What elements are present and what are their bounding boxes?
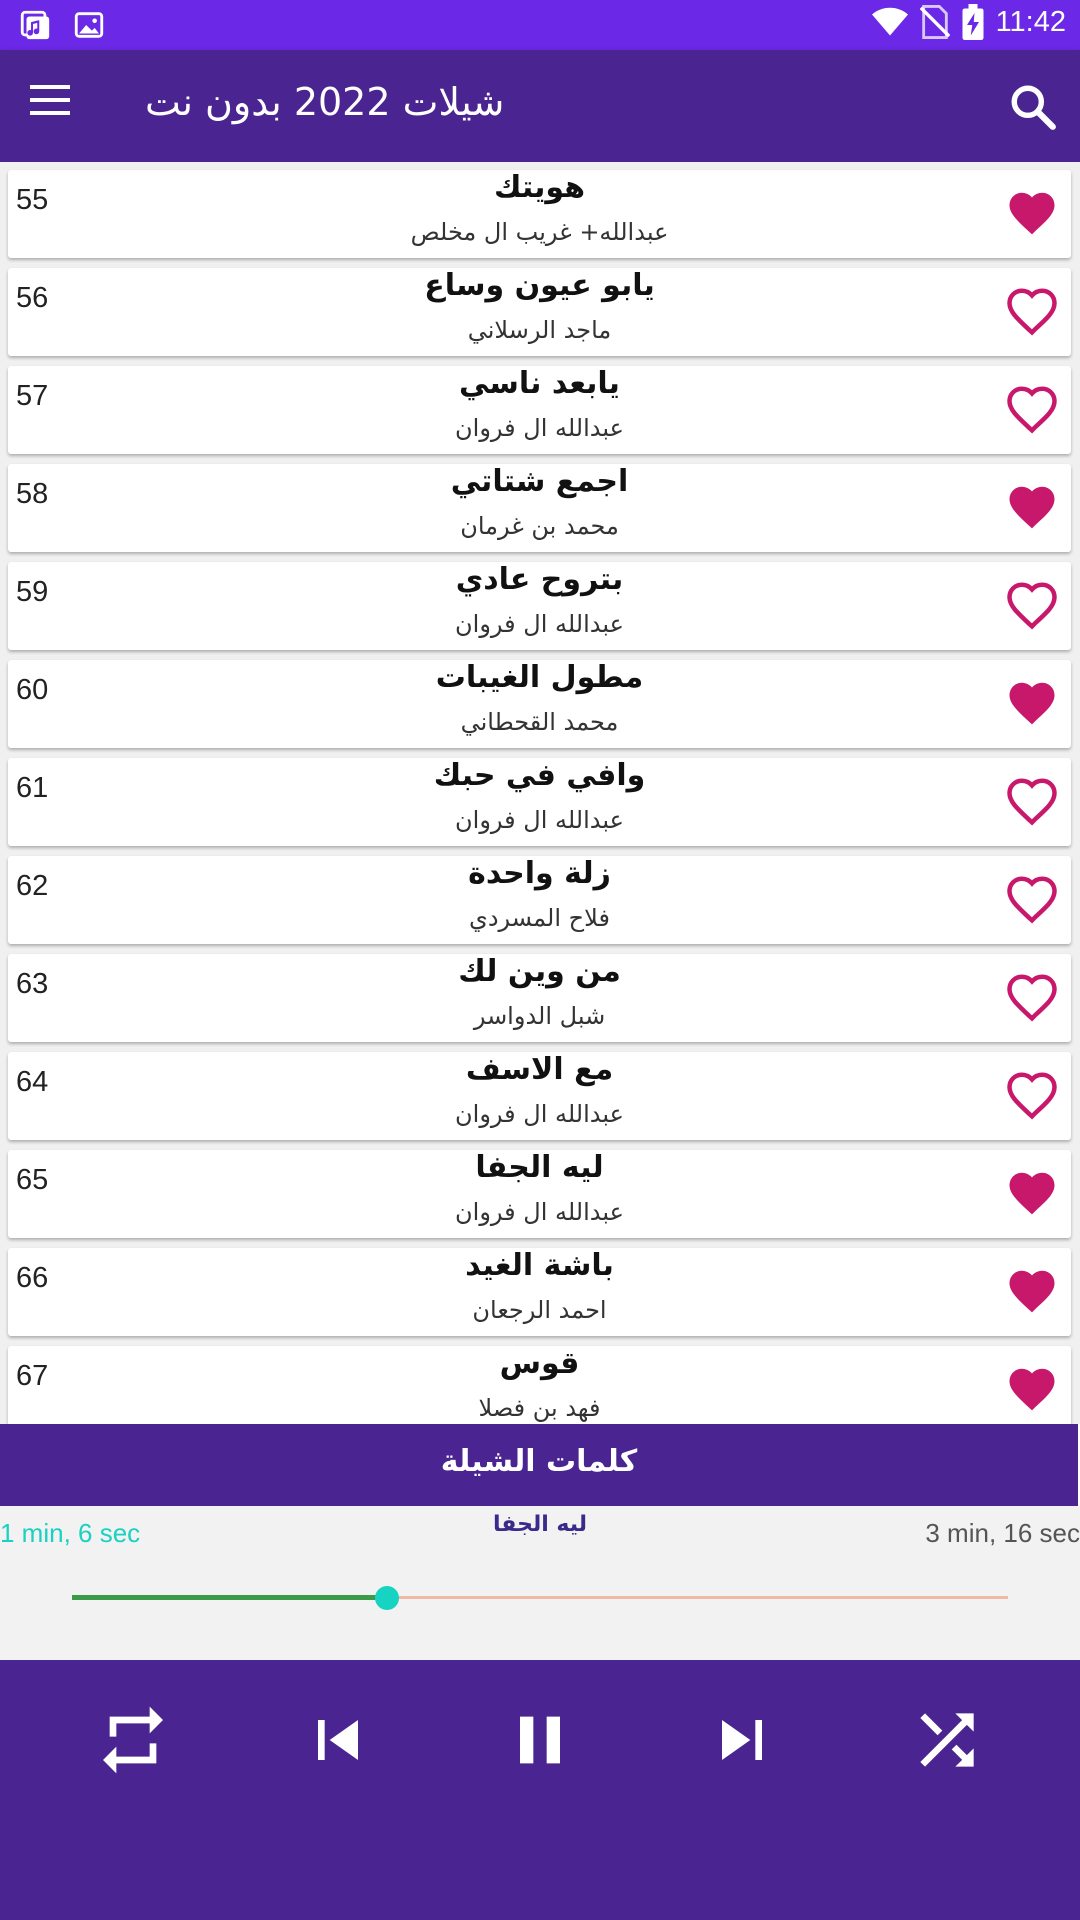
status-time: 11:42 [995, 5, 1066, 38]
song-title: زلة واحدة [468, 856, 611, 891]
heart-outline-icon[interactable] [1005, 873, 1059, 925]
no-sim-icon [920, 5, 950, 39]
skip-next-icon[interactable] [702, 1700, 782, 1780]
song-artist: فهد بن فصلا [478, 1394, 601, 1422]
heart-outline-icon[interactable] [1005, 1069, 1059, 1121]
skip-previous-icon[interactable] [298, 1700, 378, 1780]
heart-outline-icon[interactable] [1005, 579, 1059, 631]
heart-outline-icon[interactable] [1005, 285, 1059, 337]
song-row[interactable] [8, 1052, 1071, 1140]
song-number: 64 [16, 1066, 49, 1098]
song-number: 56 [16, 282, 49, 314]
heart-outline-icon[interactable] [1005, 775, 1059, 827]
song-artist: عبدالله+ غريب ال مخلص [410, 218, 669, 246]
seek-progress [72, 1595, 387, 1600]
song-number: 63 [16, 968, 49, 1000]
menu-icon[interactable] [30, 85, 82, 127]
music-notification-icon [18, 8, 52, 42]
song-number: 61 [16, 772, 49, 804]
status-bar [0, 0, 1080, 50]
song-number: 65 [16, 1164, 49, 1196]
search-icon[interactable] [1008, 82, 1058, 132]
song-number: 62 [16, 870, 49, 902]
battery-charging-icon [962, 4, 984, 40]
song-number: 66 [16, 1262, 49, 1294]
song-artist: احمد الرجعان [472, 1296, 607, 1324]
pause-icon[interactable] [500, 1700, 580, 1780]
song-row[interactable] [8, 856, 1071, 944]
status-system [872, 4, 1066, 40]
song-list[interactable] [0, 162, 1080, 1424]
total-time: 3 min, 16 sec [925, 1518, 1080, 1548]
song-title: بتروح عادي [455, 562, 624, 597]
heart-filled-icon[interactable] [1005, 1265, 1059, 1317]
song-row[interactable] [8, 1346, 1071, 1424]
song-title: وافي في حبك [433, 758, 646, 793]
song-row[interactable] [8, 170, 1071, 258]
song-row[interactable] [8, 562, 1071, 650]
progress-panel [0, 1506, 1080, 1660]
song-artist: عبدالله ال فروان [455, 1100, 624, 1128]
song-row[interactable] [8, 954, 1071, 1042]
song-title: يابو عيون وساع [424, 268, 655, 303]
song-artist: عبدالله ال فروان [455, 1198, 624, 1226]
app-bar [0, 50, 1080, 162]
song-row[interactable] [8, 660, 1071, 748]
lyrics-button[interactable] [0, 1424, 1078, 1506]
song-number: 55 [16, 184, 49, 216]
song-title: مطول الغيبات [435, 660, 644, 695]
elapsed-time: 1 min, 6 sec [0, 1518, 141, 1548]
heart-filled-icon[interactable] [1005, 481, 1059, 533]
app-title: شيلات 2022 بدون نت [145, 80, 505, 124]
song-row[interactable] [8, 268, 1071, 356]
song-artist: عبدالله ال فروان [455, 806, 624, 834]
status-notifications [18, 8, 106, 42]
song-number: 57 [16, 380, 49, 412]
heart-filled-icon[interactable] [1005, 187, 1059, 239]
heart-outline-icon[interactable] [1005, 383, 1059, 435]
song-title: اجمع شتاتي [450, 464, 629, 499]
song-title: قوس [499, 1346, 580, 1381]
song-row[interactable] [8, 758, 1071, 846]
song-row[interactable] [8, 464, 1071, 552]
song-number: 58 [16, 478, 49, 510]
lyrics-label: كلمات الشيلة [440, 1444, 638, 1479]
song-artist: شبل الدواسر [473, 1002, 606, 1030]
song-title: من وين لك [458, 954, 621, 989]
song-row[interactable] [8, 366, 1071, 454]
heart-filled-icon[interactable] [1005, 1167, 1059, 1219]
wifi-icon [872, 6, 908, 38]
song-artist: محمد القحطاني [460, 708, 619, 736]
player-controls [0, 1660, 1080, 1920]
seek-thumb[interactable] [375, 1586, 399, 1610]
song-artist: عبدالله ال فروان [455, 610, 624, 638]
song-number: 60 [16, 674, 49, 706]
song-row[interactable] [8, 1248, 1071, 1336]
song-artist: عبدالله ال فروان [455, 414, 624, 442]
now-playing-title: ليه الجفا [493, 1512, 587, 1537]
song-number: 67 [16, 1360, 49, 1392]
song-artist: ماجد الرسلاني [467, 316, 612, 344]
seek-bar[interactable] [72, 1586, 1008, 1610]
song-title: يابعد ناسي [459, 366, 620, 401]
song-number: 59 [16, 576, 49, 608]
heart-filled-icon[interactable] [1005, 1363, 1059, 1415]
song-title: باشة الغيد [465, 1248, 614, 1283]
song-title: ليه الجفا [475, 1150, 604, 1185]
image-notification-icon [72, 8, 106, 42]
song-title: هويتك [493, 170, 586, 205]
repeat-icon[interactable] [93, 1700, 173, 1780]
heart-outline-icon[interactable] [1005, 971, 1059, 1023]
heart-filled-icon[interactable] [1005, 677, 1059, 729]
song-artist: فلاح المسردي [469, 904, 610, 932]
shuffle-icon[interactable] [907, 1700, 987, 1780]
song-row[interactable] [8, 1150, 1071, 1238]
song-title: مع الاسف [465, 1052, 614, 1087]
song-artist: محمد بن غرمان [460, 512, 619, 540]
